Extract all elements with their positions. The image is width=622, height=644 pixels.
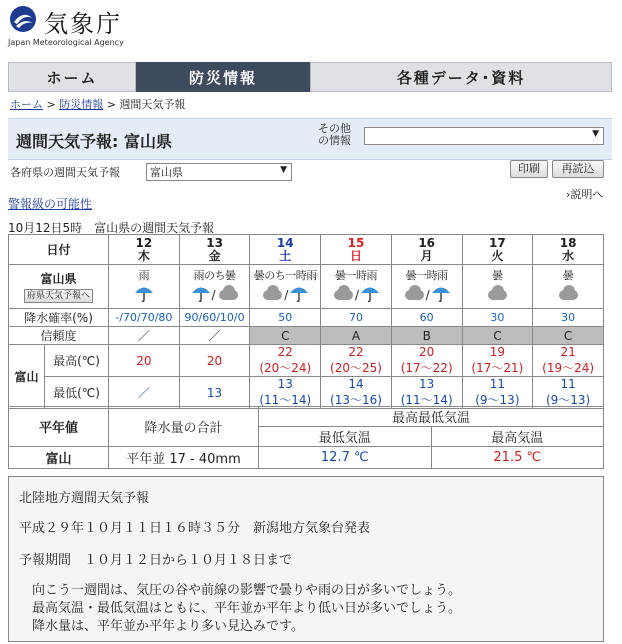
- max-temp-range: (20～24): [259, 361, 312, 375]
- warning-possibility-link[interactable]: 警報級の可能性: [8, 197, 93, 211]
- min-temp-header: 最低(℃): [45, 377, 109, 409]
- day-date-cell: [462, 235, 533, 265]
- day-date: 16: [418, 235, 436, 250]
- max-temp-value: 21: [560, 345, 576, 359]
- cloud-icon: [217, 284, 239, 305]
- day-date: 13: [206, 235, 223, 250]
- day-min-temp: [391, 377, 462, 409]
- breadcrumb: [10, 96, 185, 112]
- title-bar: [8, 118, 612, 160]
- day-weather-icons: [250, 283, 320, 307]
- cloud-icon: [261, 284, 283, 305]
- site-logo-text[interactable]: 気象庁: [44, 10, 122, 38]
- day-pop: -/70/70/80: [109, 309, 180, 327]
- breadcrumb-separator: >: [106, 98, 116, 111]
- day-reliability: ／: [109, 327, 180, 345]
- min-temp-row: [9, 377, 604, 409]
- text-issued: 平成２９年１０月１１日１６時３５分 新潟地方気象台発表: [19, 521, 371, 536]
- min-temp-range: (9～13): [475, 393, 520, 407]
- forecast-text-box: [8, 476, 604, 642]
- day-weekday: 土: [279, 248, 292, 263]
- day-weather-text: 曇: [492, 268, 503, 282]
- print-button[interactable]: 印刷: [510, 160, 548, 178]
- day-max-temp: [250, 345, 321, 377]
- day-reliability: C: [533, 327, 604, 345]
- normal-max-label: 最高気温: [431, 427, 604, 447]
- icon-separator: /: [425, 287, 430, 302]
- precip-total-label: 降水量の合計: [109, 407, 259, 447]
- day-date: 18: [559, 235, 577, 250]
- temp-range-label: 最高最低気温: [259, 407, 604, 427]
- text-line: 最高気温・最低気温はともに、平年並か平年より低い日が多いでしょう。: [19, 601, 462, 616]
- day-pop: 30: [462, 309, 533, 327]
- day-weather-cell: [462, 265, 533, 309]
- day-weekday: 水: [562, 248, 575, 263]
- day-weekday: 火: [491, 248, 504, 263]
- day-date: 12: [135, 235, 153, 250]
- max-temp-value: 19: [489, 345, 506, 359]
- normals-label: 平年値: [9, 407, 109, 447]
- day-pop: 90/60/10/0: [179, 309, 250, 327]
- explanation-link[interactable]: [566, 186, 603, 202]
- day-weather-icons: [392, 283, 462, 307]
- day-max-temp: [109, 345, 180, 377]
- nav-home[interactable]: ホーム: [8, 62, 136, 92]
- day-weekday: 日: [349, 248, 362, 263]
- day-weather-icons: [180, 283, 250, 307]
- min-temp-value: 13: [277, 377, 293, 391]
- cloud-icon: [403, 284, 425, 305]
- weekly-forecast-table: [8, 234, 604, 409]
- day-weather-icons: [533, 283, 603, 307]
- pop-row: [9, 309, 604, 327]
- cloud-icon: [557, 284, 579, 305]
- day-pop: 60: [391, 309, 462, 327]
- normals-city: 富山: [9, 447, 109, 469]
- min-temp-value: 14: [348, 377, 364, 391]
- day-weather-cell: [179, 265, 250, 309]
- region-name: 富山県: [40, 272, 77, 286]
- issued-time: 10月12日5時 富山県の週間天気予報: [8, 221, 215, 235]
- day-reliability: B: [391, 327, 462, 345]
- breadcrumb-home[interactable]: ホーム: [10, 98, 43, 111]
- day-reliability: A: [321, 327, 392, 345]
- icon-separator: /: [211, 287, 216, 302]
- day-min-temp: [533, 377, 604, 409]
- city-name: 富山: [9, 345, 45, 409]
- day-date: 17: [489, 235, 506, 250]
- min-temp-range: (13～16): [330, 393, 382, 407]
- min-temp-range: (9～13): [545, 393, 591, 407]
- pref-select[interactable]: [146, 163, 292, 181]
- day-weather-cell: [391, 265, 462, 309]
- day-weather-text: 雨: [138, 268, 150, 282]
- day-weekday: 金: [208, 248, 221, 263]
- day-date-cell: [533, 235, 604, 265]
- reliability-row: [9, 327, 604, 345]
- day-max-temp: [391, 345, 462, 377]
- chevron-right-icon: ›: [566, 188, 571, 201]
- normal-min-value: 12.7 ℃: [259, 447, 432, 469]
- max-temp-value: 22: [348, 345, 364, 359]
- max-temp-range: (19～24): [542, 361, 595, 375]
- day-date-cell: [109, 235, 180, 265]
- day-pop: 50: [250, 309, 321, 327]
- reliability-header: 信頼度: [9, 327, 109, 345]
- jma-logo-icon: [8, 4, 38, 34]
- min-temp-value: 13: [419, 377, 435, 391]
- min-temp-value: ／: [137, 386, 150, 400]
- region-cell: [9, 265, 109, 309]
- page-title: 週間天気予報: 富山県: [16, 132, 172, 151]
- day-pop: 30: [533, 309, 604, 327]
- pop-header: 降水確率(%): [9, 309, 109, 327]
- day-date: 14: [276, 235, 294, 250]
- day-weather-cell: [250, 265, 321, 309]
- umbrella-icon: [134, 283, 154, 306]
- day-date-cell: [321, 235, 392, 265]
- other-info-label-line2: の情報: [318, 134, 351, 147]
- normals-table: [8, 406, 604, 469]
- day-min-temp: [109, 377, 180, 409]
- day-weather-text: 曇: [562, 268, 574, 282]
- min-temp-value: 13: [206, 385, 223, 400]
- min-temp-range: (11～14): [400, 393, 453, 407]
- day-reliability: C: [250, 327, 321, 345]
- precip-normal-value: 平年並 17 - 40mm: [109, 447, 259, 469]
- text-period: 予報期間 １０月１２日から１０月１８日まで: [19, 553, 293, 568]
- day-pop: 70: [321, 309, 392, 327]
- day-weather-text: 曇のち一時雨: [253, 268, 317, 282]
- day-date-cell: [179, 235, 250, 265]
- day-reliability: C: [462, 327, 533, 345]
- nav-data[interactable]: 各種データ･資料: [310, 62, 612, 92]
- max-temp-row: [9, 345, 604, 377]
- date-header: 日付: [9, 235, 109, 265]
- min-temp-value: 11: [560, 377, 576, 391]
- normal-max-value: 21.5 ℃: [431, 447, 604, 469]
- day-min-temp: [250, 377, 321, 409]
- day-weather-text: 雨のち曇: [193, 268, 236, 282]
- other-info-select[interactable]: [364, 127, 604, 145]
- cloud-icon: [332, 284, 354, 305]
- day-max-temp: [533, 345, 604, 377]
- pref-select-label: 各府県の週間天気予報: [10, 166, 120, 179]
- day-min-temp: [462, 377, 533, 409]
- day-weekday: 月: [420, 248, 433, 263]
- other-info-label: [318, 123, 351, 147]
- main-nav: [8, 62, 612, 92]
- day-weather-icons: [109, 283, 179, 307]
- min-temp-value: 11: [489, 377, 506, 391]
- day-max-temp: [179, 345, 250, 377]
- nav-disaster-info[interactable]: 防災情報: [136, 62, 310, 92]
- normal-min-label: 最低気温: [259, 427, 432, 447]
- icon-separator: /: [284, 287, 289, 302]
- max-temp-value: 20: [206, 353, 223, 368]
- day-date-cell: [391, 235, 462, 265]
- day-date-cell: [250, 235, 321, 265]
- umbrella-icon: [431, 283, 451, 306]
- day-min-temp: [179, 377, 250, 409]
- max-temp-header: 最高(℃): [45, 345, 109, 377]
- day-weather-text: 曇一時雨: [405, 268, 448, 282]
- other-info-label-line1: その他: [318, 122, 351, 135]
- umbrella-icon: [191, 283, 211, 306]
- text-line: 向こう一週間は、気圧の谷や前線の影響で曇りや雨の日が多いでしょう。: [19, 583, 462, 598]
- breadcrumb-separator: >: [46, 98, 56, 111]
- day-weather-text: 曇一時雨: [334, 268, 377, 282]
- icon-separator: /: [354, 287, 359, 302]
- max-temp-range: (17～21): [471, 361, 524, 375]
- day-weather-icons: [463, 283, 533, 307]
- umbrella-icon: [289, 283, 309, 306]
- max-temp-value: 22: [277, 345, 293, 359]
- text-title: 北陸地方週間天気予報: [19, 491, 150, 506]
- day-weather-cell: [533, 265, 604, 309]
- max-temp-range: (17～22): [400, 361, 453, 375]
- min-temp-range: (11～14): [259, 393, 312, 407]
- umbrella-icon: [360, 283, 380, 306]
- day-weekday: 木: [137, 248, 150, 263]
- pref-select-value: 富山県: [150, 166, 183, 179]
- explanation-link-label: 説明へ: [570, 188, 604, 201]
- max-temp-value: 20: [136, 353, 152, 368]
- breadcrumb-disaster[interactable]: 防災情報: [59, 98, 104, 111]
- cloud-icon: [486, 284, 508, 305]
- reload-button[interactable]: 再読込: [552, 160, 604, 178]
- day-min-temp: [321, 377, 392, 409]
- breadcrumb-current: 週間天気予報: [119, 98, 186, 111]
- chevron-down-icon: ▼: [592, 129, 599, 139]
- day-weather-icons: [321, 283, 391, 307]
- day-weather-cell: [321, 265, 392, 309]
- date-row: [9, 235, 604, 265]
- day-date: 15: [347, 235, 365, 250]
- day-max-temp: [321, 345, 392, 377]
- weather-row: [9, 265, 604, 309]
- pref-forecast-button[interactable]: 府県天気予報へ: [24, 289, 93, 303]
- day-reliability: ／: [179, 327, 250, 345]
- day-max-temp: [462, 345, 533, 377]
- text-line: 降水量は、平年並か平年より多い見込みです。: [19, 619, 304, 634]
- day-weather-cell: [109, 265, 180, 309]
- max-temp-value: 20: [419, 345, 435, 359]
- site-logo-subtitle: Japan Meteorological Agency: [8, 38, 124, 47]
- max-temp-range: (20～25): [330, 361, 382, 375]
- chevron-down-icon: ▼: [280, 165, 287, 175]
